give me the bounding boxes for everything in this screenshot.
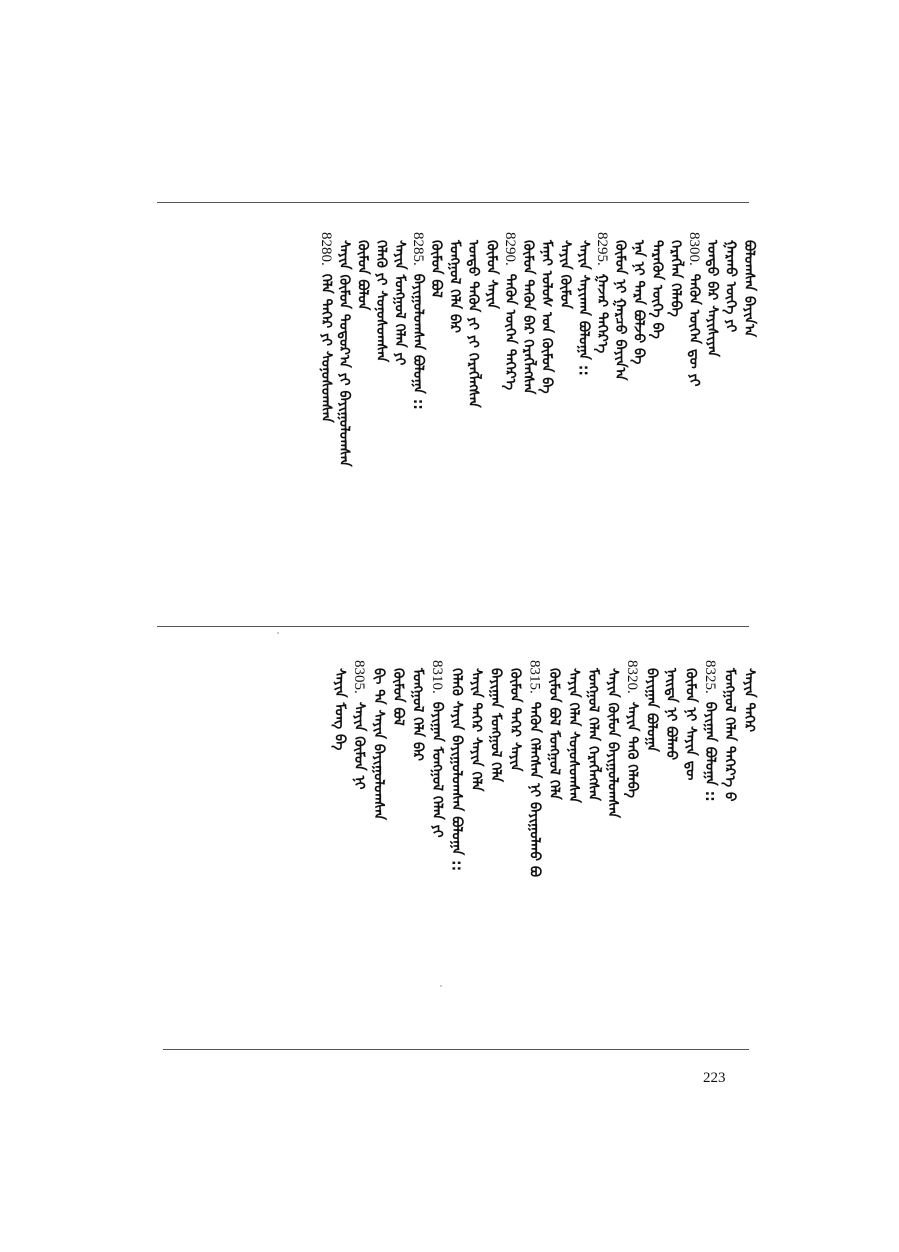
speck bbox=[440, 985, 442, 987]
text-column bbox=[507, 660, 522, 772]
text-column bbox=[649, 232, 664, 339]
mongolian-text-line: ᠰᠠᠶᠢᠨ ᠬᠡᠯᠡᠨ ᠰᠣᠨᠣᠰᠣᠭᠰᠠᠨ bbox=[565, 668, 582, 804]
text-column bbox=[371, 660, 386, 820]
mongolian-text-line: ᠤᠨᠳᠤ ᠪᠠᠷ ᠰᠠᠶᠢᠰᠢᠶᠠᠨ bbox=[704, 240, 721, 358]
line-number: 8325. bbox=[702, 660, 718, 694]
text-column bbox=[575, 232, 590, 376]
mongolian-text-line: ᠰᠠᠶᠢᠨ ᠳᠡᠭᠡᠷ bbox=[741, 668, 757, 733]
text-column bbox=[428, 232, 443, 298]
mongolian-text-line: ᠮᠣᠩᠭᠣᠯ ᠬᠡᠯᠡ ᠪᠡᠷ bbox=[409, 668, 426, 762]
text-column bbox=[447, 232, 462, 333]
speck bbox=[277, 632, 279, 634]
mongolian-text-line: ᠬᠡᠯᠡ ᠳᠡᠭᠡᠷ ᠶᠢ ᠰᠣᠨᠣᠰᠣᠭᠰᠠᠨ bbox=[317, 273, 334, 423]
line-number: 8310. bbox=[429, 660, 445, 694]
text-column bbox=[391, 232, 406, 365]
text-column bbox=[594, 232, 609, 353]
text-column bbox=[527, 660, 542, 877]
mongolian-text-line: ᠮᠣᠩᠭᠣᠯ ᠬᠡᠯᠡᠨ ᠳᠡᠭᠡᠷ᠎ᠡ ᠪ bbox=[721, 668, 738, 802]
mongolian-text-line: ᠪᠢ ᠲᠡ ᠰᠠᠶᠢᠨ ᠪᠠᠶᠢᠭᠤᠯᠤᠭᠰᠠᠨ bbox=[370, 668, 387, 821]
line-number: 8315. bbox=[526, 660, 543, 694]
mongolian-text-line: ᠡᠨᠡ ᠨᠢ ᠲᠡᠷᠡ ᠪᠣᠯᠵᠤ ᠪᠠ bbox=[630, 240, 647, 365]
text-column bbox=[390, 660, 405, 726]
mongolian-text-line: ᠬᠦᠮᠦᠨ ᠳᠡᠭᠡᠷ ᠰᠠᠶᠢᠨ bbox=[507, 668, 523, 772]
line-number: 8285. bbox=[409, 232, 426, 266]
text-column bbox=[704, 232, 719, 357]
top-rule bbox=[157, 202, 749, 203]
text-column bbox=[449, 660, 464, 871]
mongolian-text-line: ᠰᠠᠶᠢᠨ ᠲᠡᠭᠦ ᠬᠡᠯᠡᠪᠡ bbox=[624, 701, 640, 798]
mongolian-text-line: ᠬᠡᠯᠡᠬᠦ ᠶᠢ ᠰᠣᠨᠣᠰᠣᠭᠰᠠᠨ bbox=[373, 240, 389, 363]
mongolian-text-line: ᠪᠠᠶᠢᠭᠠᠨ ᠪᠣᠯᠤᠭᠠ bbox=[643, 668, 660, 752]
text-column bbox=[483, 232, 498, 309]
line-number: 8305. bbox=[351, 660, 367, 694]
text-column bbox=[351, 660, 366, 790]
mongolian-text-line: ᠪᠠᠶᠢᠭᠠᠨ ᠮᠣᠩᠭᠣᠯ ᠬᠡᠯᠡᠨ ᠶᠢ bbox=[429, 701, 445, 838]
mongolian-text-line: ᠬᠦᠮᠦᠨ ᠪᠣᠯ bbox=[428, 240, 445, 298]
text-column bbox=[546, 660, 561, 800]
text-column bbox=[373, 232, 388, 362]
mongolian-text-line: ᠰᠠᠶᠢᠨ ᠬᠦᠮᠦᠨ ᠪᠠᠶᠢᠭᠤᠯᠤᠭᠰᠠᠨ bbox=[604, 668, 621, 819]
text-column bbox=[722, 660, 737, 802]
page-number: 223 bbox=[703, 1070, 726, 1086]
mongolian-text-line: ᠨᠡᠢᠳᠡ ᠨᠢ ᠪᠣᠯᠬᠤ bbox=[663, 668, 679, 761]
middle-rule bbox=[157, 626, 749, 627]
mongolian-text-line: ᠰᠠᠶᠢᠨ ᠬᠦᠮᠦᠨ bbox=[557, 240, 573, 309]
mongolian-text-line: ᠬᠡᠯᠡᠬᠦ ᠰᠠᠶᠢᠨ ᠪᠠᠶᠢᠭᠤᠯᠤᠭᠰᠠᠨ ᠪᠣᠯᠤᠭᠠ :: bbox=[448, 668, 465, 872]
text-column bbox=[468, 660, 483, 791]
mongolian-text-line: ᠪᠠᠶᠢᠭᠠᠨ ᠪᠣᠯᠤᠭᠠ :: bbox=[702, 701, 718, 802]
mongolian-text-line: ᠪᠣᠯᠣᠭᠰᠠᠨ ᠪᠠᠶᠢᠨ᠎ᠠ bbox=[741, 240, 757, 338]
mongolian-text-line: ᠬᠦᠮᠦᠨ ᠲᠡᠭᠦᠨ ᠪᠡᠷ ᠬᠡᠷᠡᠭᠯᠡᠭᠰᠡᠨ bbox=[520, 240, 537, 395]
text-column bbox=[410, 232, 425, 410]
text-column bbox=[683, 660, 698, 780]
mongolian-text-line: ᠰᠠᠶᠢᠨ ᠳᠡᠭᠡᠷ ᠰᠠᠶᠢᠨ ᠬᠡᠯᠡ bbox=[468, 668, 484, 792]
text-column bbox=[624, 660, 639, 798]
mongolian-text-line: ᠲᠡᠭᠦᠨ ᠬᠡᠯᠡᠭᠰᠡᠨ ᠨᠢ ᠪᠠᠶᠢᠭᠤᠯᠬᠤ ᠪᠣ bbox=[526, 701, 543, 877]
text-column bbox=[355, 232, 370, 310]
mongolian-text-line: ᠰᠠᠶᠢᠨ ᠰᠠᠶᠢᠬᠠᠨ ᠪᠣᠯᠤᠭᠠ :: bbox=[575, 240, 592, 376]
text-column bbox=[465, 232, 480, 408]
text-column bbox=[741, 232, 756, 337]
mongolian-text-line: ᠪᠠᠶᠢᠭᠠᠨ ᠮᠣᠩᠭᠣᠯ ᠬᠡᠯᠡ bbox=[487, 668, 504, 783]
text-column bbox=[557, 232, 572, 309]
mongolian-text-line: ᠮᠣᠩᠭᠣᠯ ᠬᠡᠯᠡᠨ ᠬᠡᠷᠡᠭᠯᠡᠭᠰᠡᠨ bbox=[585, 668, 601, 801]
bottom-rule bbox=[163, 1049, 749, 1050]
mongolian-text-line: ᠤᠨᠳᠤ ᠲᠡᠭᠦᠨ ᠶᠢ ᠶᠢ ᠬᠡᠷᠡᠭᠯᠡᠭᠰᠡᠨ bbox=[465, 240, 481, 408]
text-column bbox=[667, 232, 682, 317]
text-column bbox=[520, 232, 535, 394]
mongolian-text-line: ᠬᠦᠮᠦᠨ ᠪᠣᠯᠣᠨ bbox=[354, 240, 371, 311]
mongolian-text-line: ᠲᠡᠷᠡᠭᠦᠨ ᠦᠭᠡ ᠪᠡ bbox=[649, 240, 665, 339]
text-column bbox=[566, 660, 581, 803]
text-column bbox=[429, 660, 444, 838]
lower-text-block bbox=[155, 660, 755, 960]
line-number: 8290. bbox=[501, 232, 518, 266]
mongolian-text-line: ᠰᠠᠶᠢᠨ ᠬᠦᠮᠦᠨ ᠨᠢ bbox=[351, 701, 367, 790]
mongolian-text-line: ᠭᠠᠵᠠᠷ ᠳᠡᠭᠡᠷ᠎ᠡ bbox=[593, 273, 610, 354]
line-number: 8280. bbox=[317, 232, 334, 266]
mongolian-text-line: ᠮᠣᠩᠭᠣᠯ ᠬᠡᠯᠡ ᠪᠡᠷ bbox=[446, 240, 463, 334]
text-column bbox=[631, 232, 646, 364]
mongolian-text-line: ᠮᠠᠨᠠᠢ ᠤᠯᠤᠰ ᠤᠨ ᠬᠦᠮᠦᠨ ᠪᠠ bbox=[538, 240, 555, 394]
text-column bbox=[663, 660, 678, 760]
mongolian-text-line: ᠰᠠᠶᠢᠨ ᠬᠦᠮᠦᠨ ᠳᠣᠲᠣᠷ᠎ᠠ ᠶᠢ ᠪᠠᠶᠢᠭᠤᠯᠤᠭᠰᠠᠨ bbox=[336, 240, 353, 467]
mongolian-text-line: ᠰᠠᠶᠢᠨ ᠮᠣᠩᠭᠣᠯ ᠬᠡᠯᠡᠨ ᠶᠢ bbox=[391, 240, 408, 366]
line-number: 8300. bbox=[685, 232, 702, 266]
text-column bbox=[585, 660, 600, 801]
text-column bbox=[488, 660, 503, 782]
text-column bbox=[605, 660, 620, 818]
text-column bbox=[410, 660, 425, 761]
text-column bbox=[702, 660, 717, 802]
text-column bbox=[723, 232, 738, 332]
line-number: 8295. bbox=[593, 232, 610, 266]
mongolian-text-line: ᠬᠦᠮᠦᠨ ᠪᠣᠯ bbox=[390, 668, 406, 726]
upper-text-block bbox=[155, 232, 755, 532]
mongolian-text-line: ᠬᠦᠮᠦᠨ ᠪᠣᠯ ᠮᠣᠩᠭᠣᠯ ᠬᠡᠯᠡ bbox=[546, 668, 562, 800]
text-column bbox=[502, 232, 517, 390]
mongolian-text-line: ᠭᠠᠷᠬᠤ ᠦᠭᠡ ᠶᠢ bbox=[722, 240, 739, 333]
mongolian-text-line: ᠲᠡᠭᠦᠨ ᠦᠭᠡᠨ ᠳᠦ ᠶᠢ bbox=[685, 273, 702, 387]
mongolian-text-line: ᠪᠠᠶᠢᠭᠤᠯᠤᠭᠰᠠᠨ ᠪᠣᠯᠤᠭᠠ :: bbox=[409, 273, 426, 410]
mongolian-text-line: ᠬᠦᠮᠦᠨ ᠨᠢ ᠰᠠᠶᠢᠨ ᠳᠦ bbox=[682, 668, 699, 781]
mongolian-text-line: ᠲᠡᠭᠦᠨ ᠦᠭᠡᠨ ᠳᠡᠭᠡᠷ᠎ᠡ bbox=[501, 273, 518, 391]
mongolian-text-line: ᠬᠦᠮᠦᠨ ᠰᠠᠶᠢᠨ bbox=[483, 240, 500, 309]
text-column bbox=[686, 232, 701, 387]
text-column bbox=[318, 232, 333, 423]
text-column bbox=[336, 232, 351, 467]
text-column bbox=[539, 232, 554, 394]
text-column bbox=[644, 660, 659, 752]
text-column bbox=[332, 660, 347, 750]
text-column bbox=[741, 660, 756, 732]
mongolian-text-line: ᠬᠦᠮᠦᠨ ᠨᠢ ᠭᠠᠷᠴᠤ ᠪᠠᠶᠢᠨ᠎ᠠ bbox=[612, 240, 629, 381]
line-number: 8320. bbox=[624, 660, 640, 694]
text-column bbox=[612, 232, 627, 381]
mongolian-text-line: ᠬᠡᠷᠡᠭᠯᠡᠨ ᠬᠡᠯᠡᠪᠡ bbox=[667, 240, 684, 317]
mongolian-text-line: ᠰᠠᠶᠢᠨ ᠮᠣᠩ ᠪᠠ bbox=[331, 668, 348, 751]
